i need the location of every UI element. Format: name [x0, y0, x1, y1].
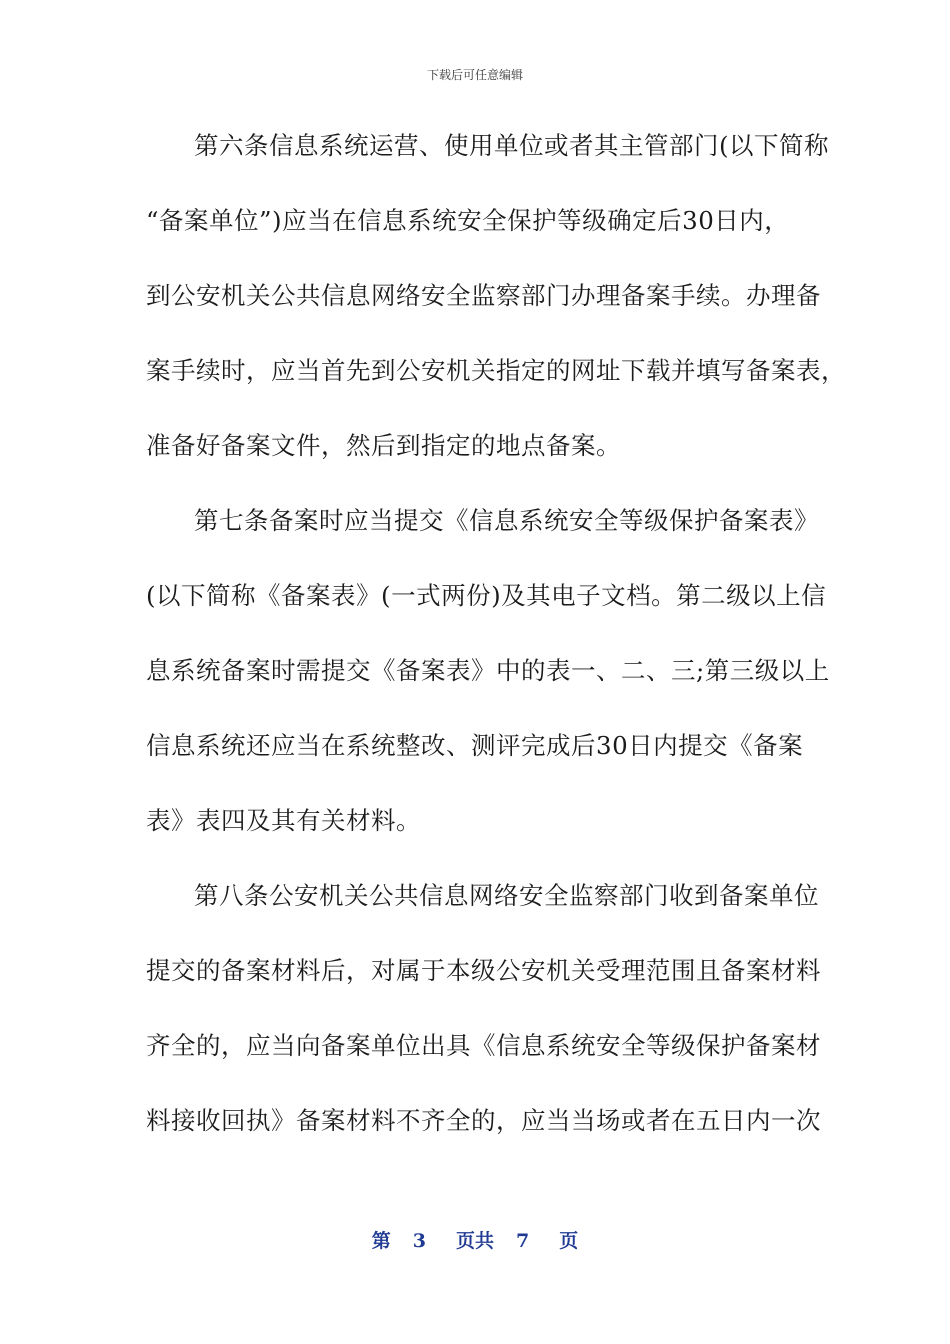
page-label-suffix: 页	[559, 1230, 579, 1252]
header-note: 下载后可任意编辑	[426, 68, 523, 82]
paragraph-line: 案手续时，应当首先到公安机关指定的网址下载并填写备案表，	[146, 356, 846, 385]
paragraph-line: 表》表四及其有关材料。	[146, 806, 421, 835]
page-footer	[0, 1226, 950, 1253]
paragraph-line: 第六条信息系统运营、使用单位或者其主管部门(以下简称	[194, 131, 830, 160]
paragraph-line: 第八条公安机关公共信息网络安全监察部门收到备案单位	[194, 881, 819, 910]
current-page-number: 3	[412, 1230, 426, 1252]
total-pages-number: 7	[516, 1230, 530, 1252]
paragraph-line: 齐全的，应当向备案单位出具《信息系统安全等级保护备案材	[146, 1031, 821, 1060]
paragraph-line: 息系统备案时需提交《备案表》中的表一、二、三;第三级以上	[146, 656, 830, 685]
page-label-mid: 页共	[455, 1230, 494, 1252]
paragraph-line: 第七条备案时应当提交《信息系统安全等级保护备案表》	[194, 506, 819, 535]
paragraph-line: 信息系统还应当在系统整改、测评完成后30日内提交《备案	[146, 731, 804, 760]
paragraph-line: 料接收回执》备案材料不齐全的，应当当场或者在五日内一次	[146, 1106, 821, 1135]
paragraph-line: “备案单位”)应当在信息系统安全保护等级确定后30日内，	[146, 206, 790, 235]
page-label-prefix: 第	[371, 1230, 391, 1252]
paragraph-line: (以下简称《备案表》(一式两份)及其电子文档。第二级以上信	[146, 581, 827, 610]
paragraph-line: 准备好备案文件，然后到指定的地点备案。	[146, 431, 621, 460]
paragraph-line: 到公安机关公共信息网络安全监察部门办理备案手续。办理备	[146, 281, 821, 310]
paragraph-line: 提交的备案材料后，对属于本级公安机关受理范围且备案材料	[146, 956, 821, 985]
